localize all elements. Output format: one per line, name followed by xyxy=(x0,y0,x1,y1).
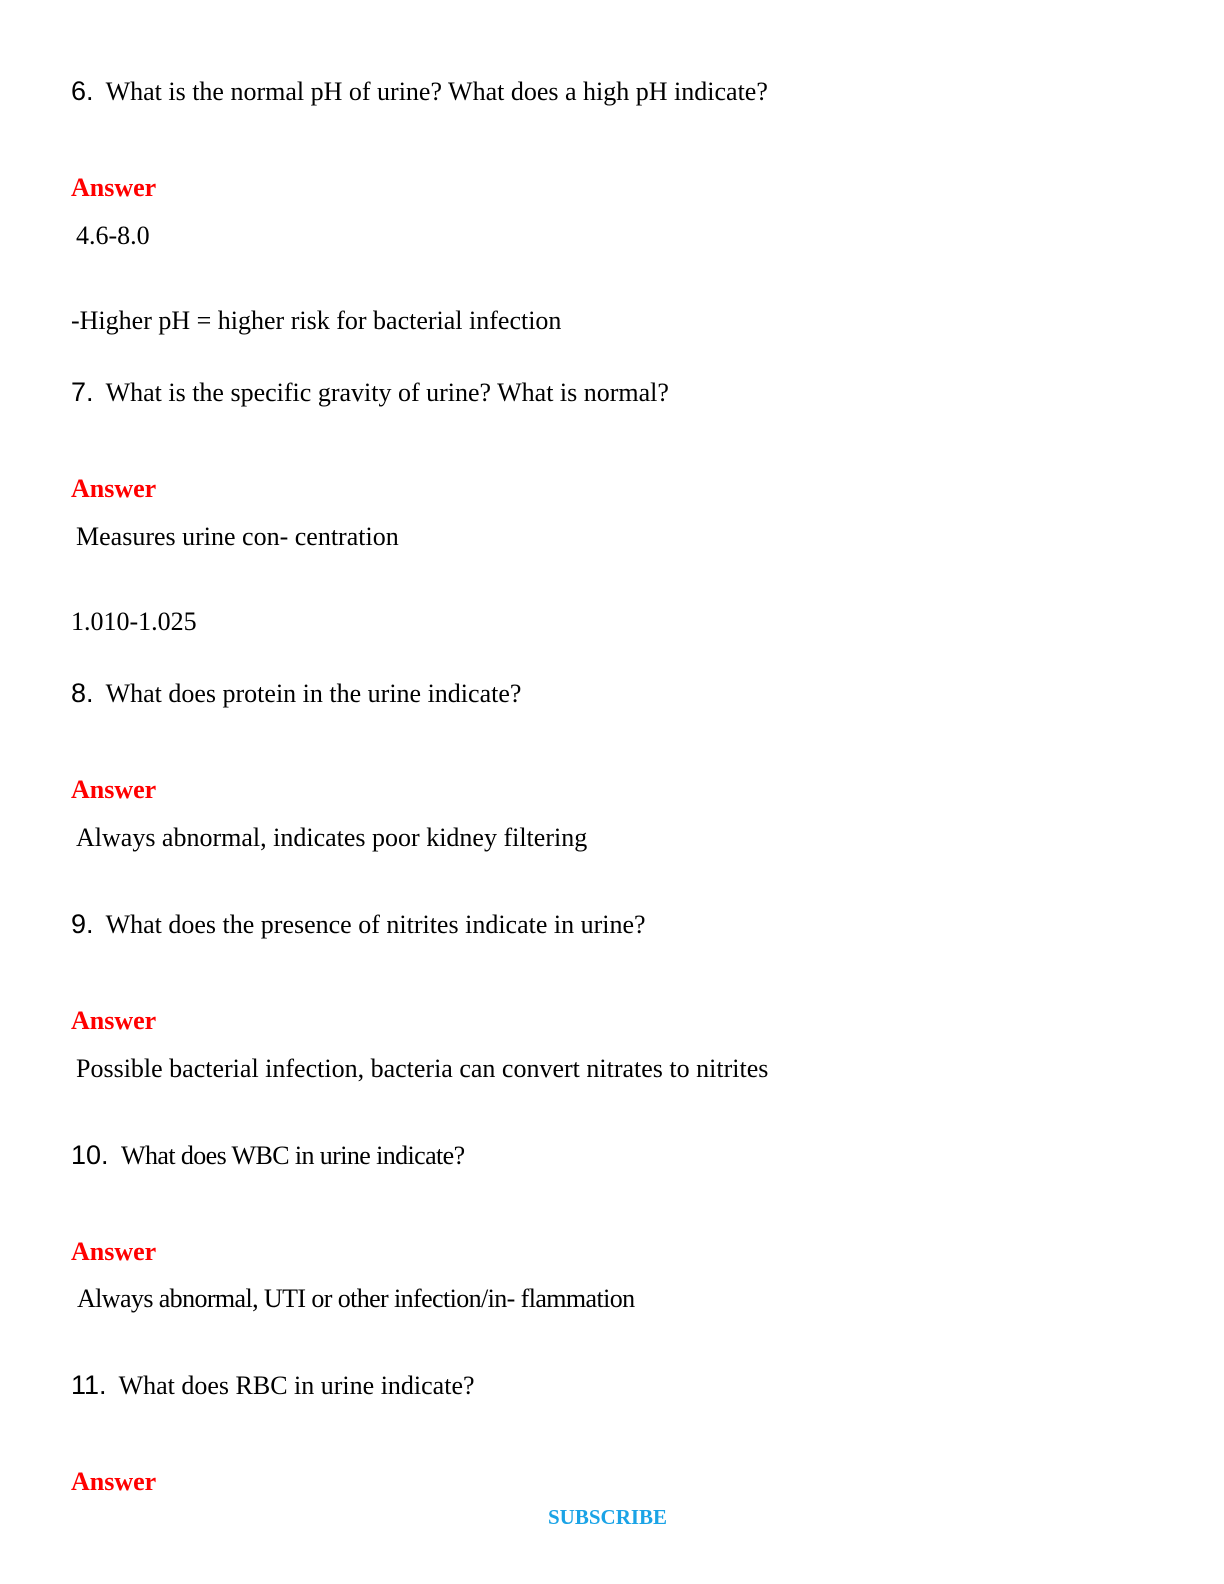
answer-line: -Higher pH = higher risk for bacterial infection xyxy=(71,306,562,335)
subscribe-link[interactable]: SUBSCRIBE xyxy=(548,1505,668,1529)
answer-line: 1.010-1.025 xyxy=(71,607,197,636)
question-text: What does RBC in urine indicate? xyxy=(118,1371,475,1400)
question-text: What does protein in the urine indicate? xyxy=(105,679,522,708)
question-text: What is the specific gravity of urine? What is normal? xyxy=(105,378,669,407)
question-text: What is the normal pH of urine? What does a high pH indicate? xyxy=(105,77,768,106)
question-number: 8. xyxy=(71,678,94,708)
answer-label: Answer xyxy=(71,1006,157,1035)
answer-line: Possible bacterial infection, bacteria can convert nitrates to nitrites xyxy=(76,1054,769,1083)
answer-label: Answer xyxy=(71,1237,157,1266)
question-11 xyxy=(71,1370,475,1401)
question-6 xyxy=(71,76,768,107)
question-7 xyxy=(71,377,669,408)
question-number: 9. xyxy=(71,909,94,939)
question-10 xyxy=(71,1140,465,1171)
answer-label: Answer xyxy=(71,775,157,804)
question-text: What does WBC in urine indicate? xyxy=(121,1141,465,1170)
answer-line: Always abnormal, UTI or other infection/in- flammation xyxy=(77,1284,635,1313)
question-number: 6. xyxy=(71,76,94,106)
question-number: 7. xyxy=(71,377,94,407)
answer-label: Answer xyxy=(71,474,157,503)
question-number: 11. xyxy=(71,1370,107,1400)
question-9 xyxy=(71,909,646,940)
answer-label: Answer xyxy=(71,173,157,202)
answer-line: Always abnormal, indicates poor kidney filtering xyxy=(76,823,588,852)
answer-line: Measures urine con- centration xyxy=(76,522,399,551)
answer-line: 4.6-8.0 xyxy=(76,221,150,250)
question-text: What does the presence of nitrites indicate in urine? xyxy=(105,910,646,939)
question-8 xyxy=(71,678,521,709)
answer-label: Answer xyxy=(71,1467,157,1496)
question-number: 10. xyxy=(71,1140,109,1170)
